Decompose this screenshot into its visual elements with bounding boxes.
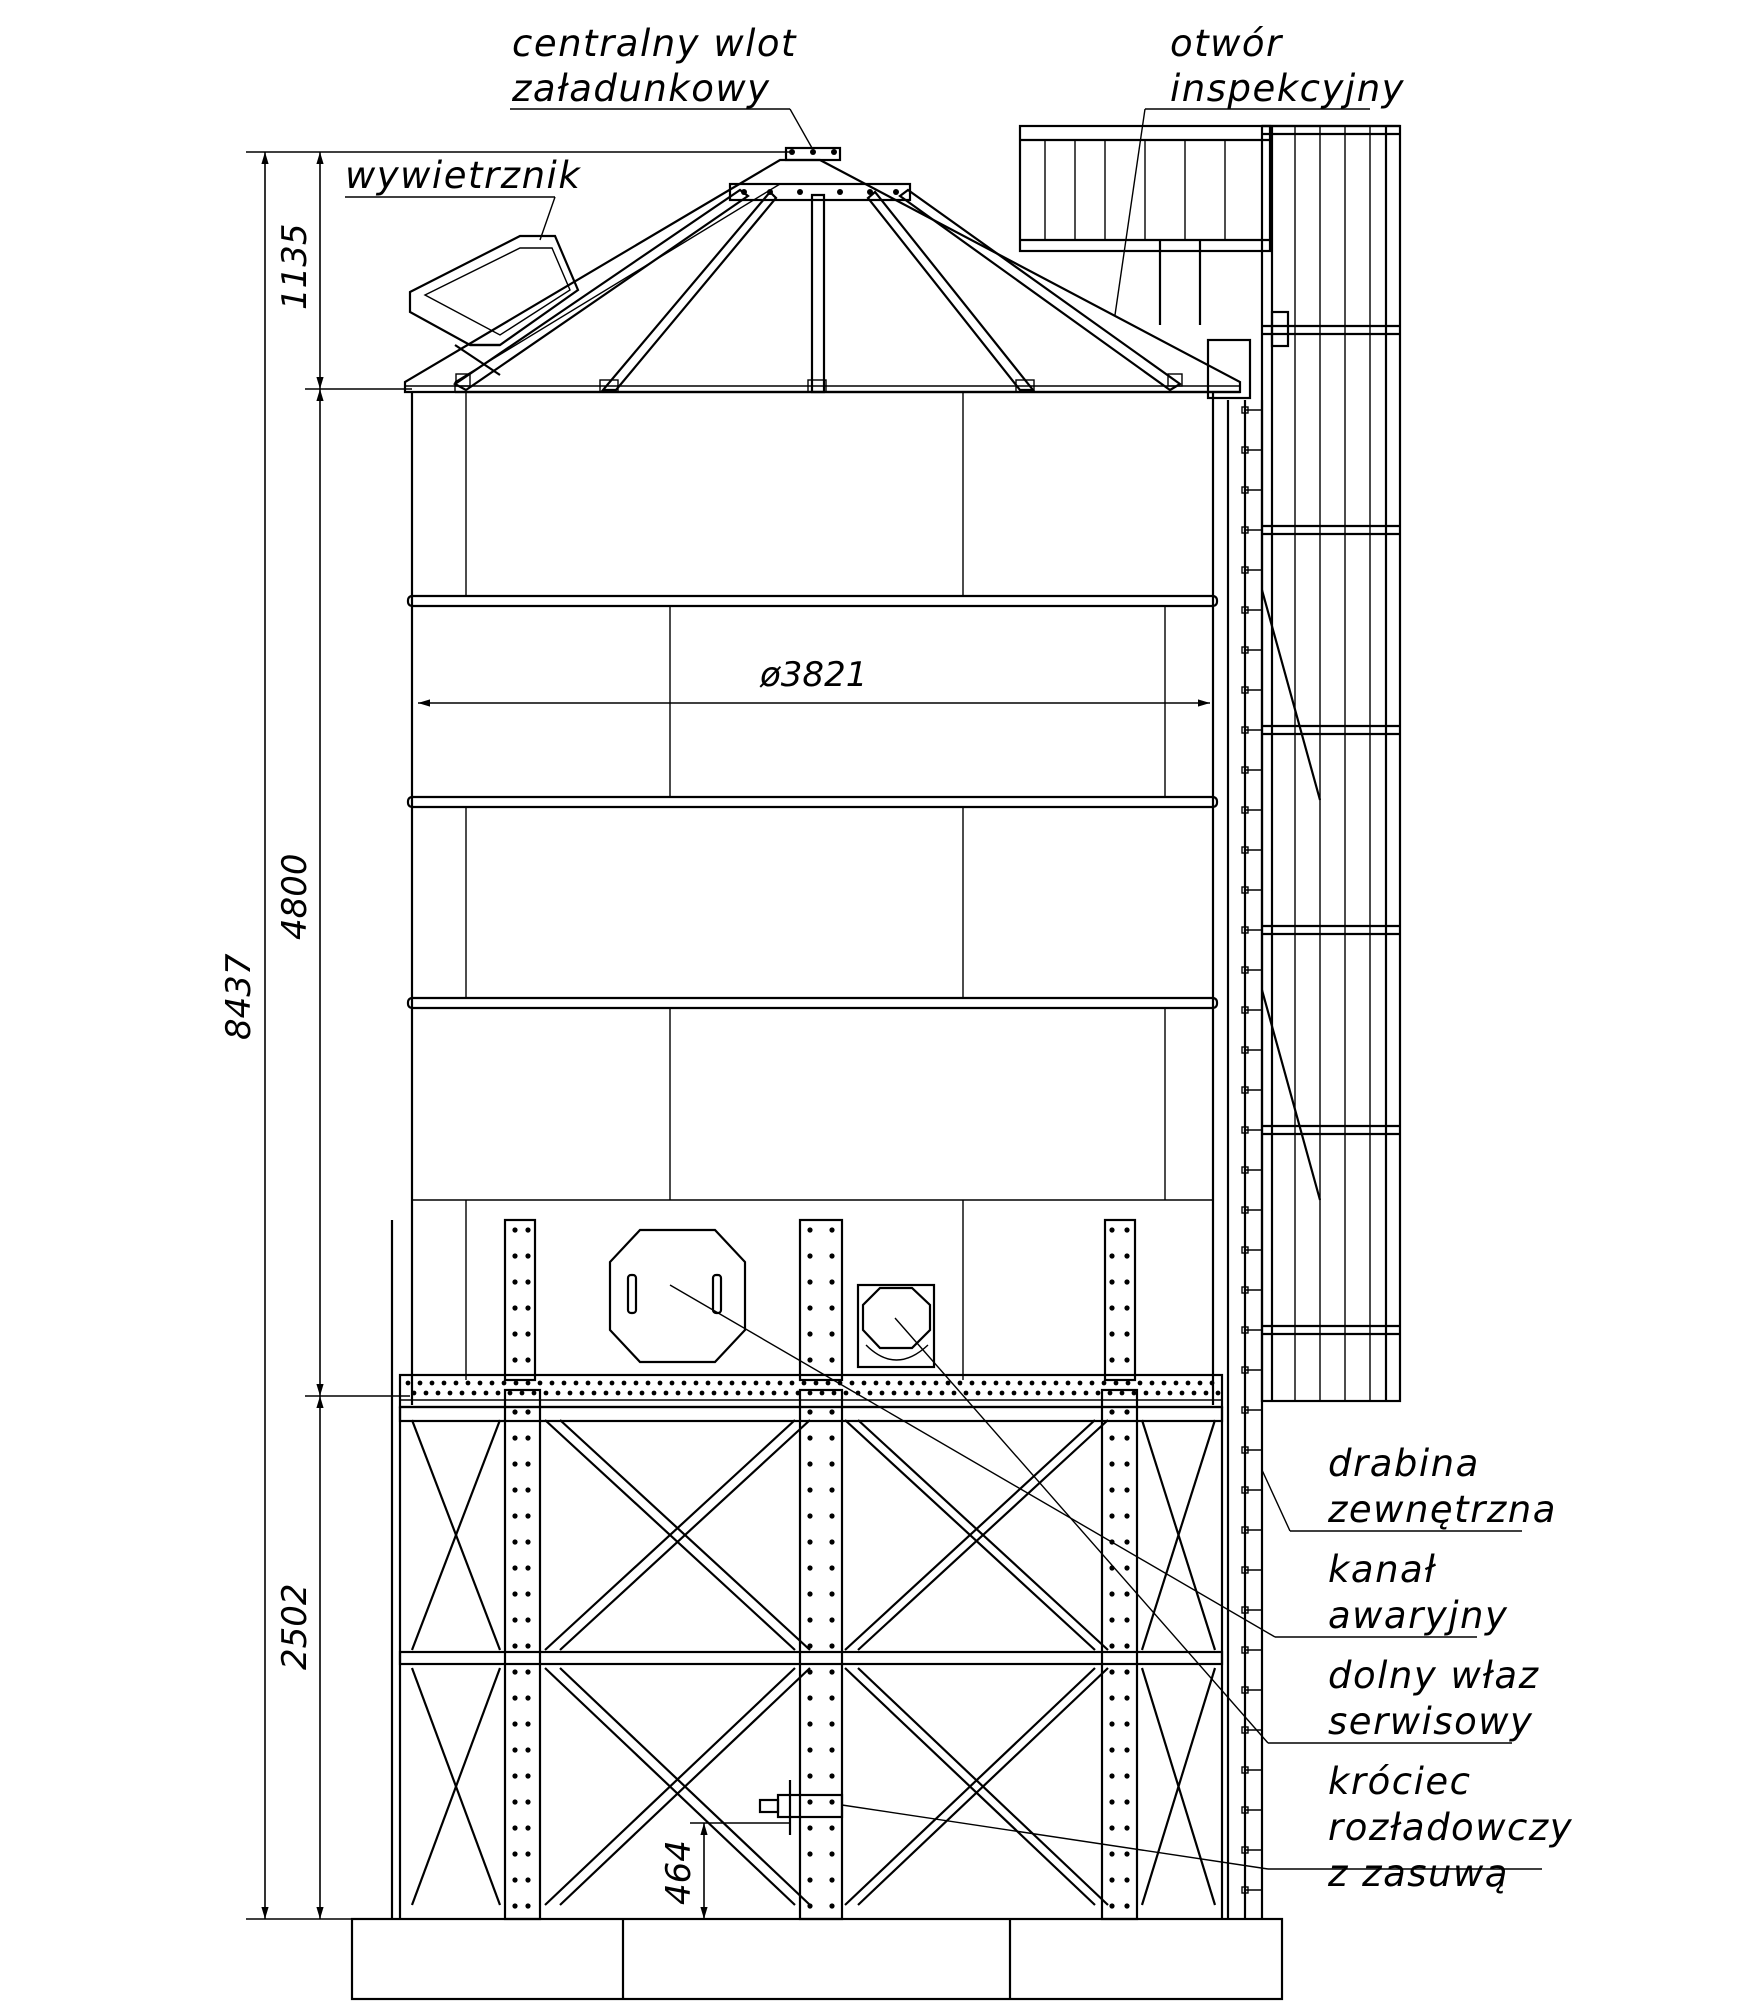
- ladder-cage: [1262, 126, 1400, 1401]
- label-outlet-2: rozładowczy: [1328, 1806, 1574, 1849]
- label-manhole-2: serwisowy: [1328, 1700, 1534, 1743]
- band-rivets: [406, 1381, 1221, 1396]
- dim-roof-height: 1135: [275, 223, 315, 310]
- vent: [410, 236, 578, 375]
- dim-outlet-height: 464: [659, 1840, 699, 1905]
- dim-support-height: 2502: [275, 1583, 315, 1670]
- label-ladder-2: zewnętrzna: [1328, 1488, 1557, 1531]
- label-inspection-1: otwór: [1170, 22, 1283, 65]
- label-outlet-3: z zasuwą: [1328, 1852, 1509, 1895]
- label-central-inlet-2: załadunkowy: [512, 67, 771, 110]
- label-emergency-2: awaryjny: [1328, 1594, 1509, 1637]
- service-hatch: [858, 1285, 934, 1367]
- dim-shell-height: 4800: [275, 853, 315, 940]
- foundation: [352, 1919, 1282, 1999]
- label-central-inlet-1: centralny wlot: [512, 22, 798, 65]
- dimension-lines: [246, 152, 790, 1919]
- dim-total-height: 8437: [219, 953, 259, 1040]
- top-platform: [1020, 126, 1288, 398]
- label-emergency-1: kanał: [1328, 1548, 1437, 1591]
- emergency-hatch: [610, 1230, 745, 1362]
- column-rivets: [512, 1227, 1129, 1908]
- label-manhole-1: dolny właz: [1328, 1654, 1540, 1697]
- label-inspection-2: inspekcyjny: [1170, 67, 1406, 110]
- ladder: [1228, 400, 1262, 1919]
- label-ladder-1: drabina: [1328, 1442, 1480, 1485]
- label-vent: wywietrznik: [345, 154, 582, 197]
- label-outlet-1: króciec: [1328, 1760, 1472, 1803]
- dim-diameter: ø3821: [760, 655, 868, 695]
